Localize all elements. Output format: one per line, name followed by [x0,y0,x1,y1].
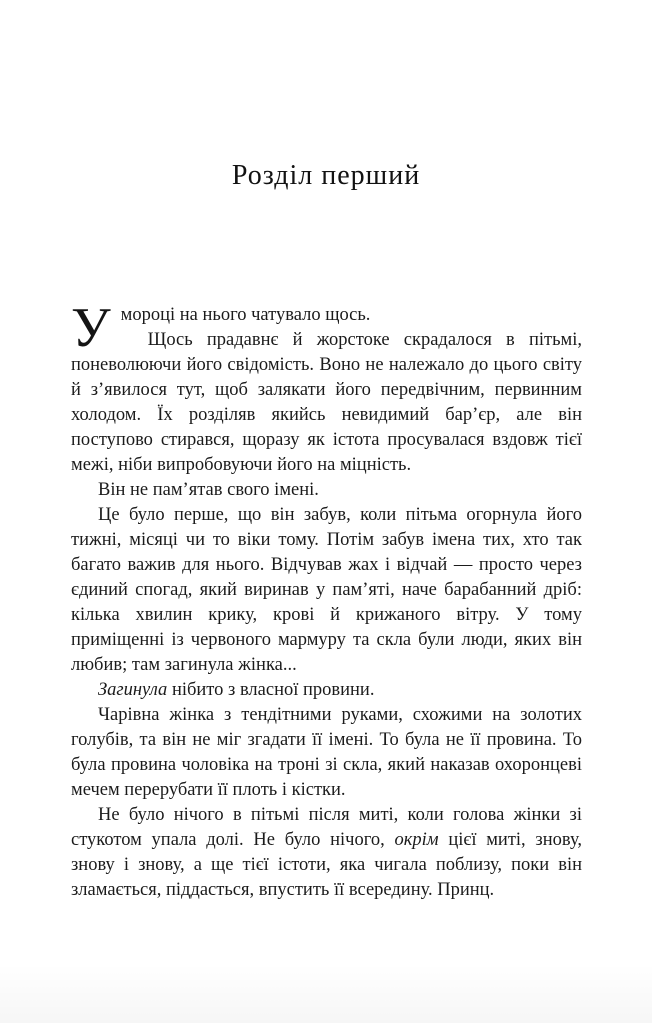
opening-paragraph-group [71,297,582,478]
paragraph-7-start: Не було нічого в пітьмі після миті, коли голова жінки зі стукотом упала долі. Не було нічого, [71,805,582,850]
paragraph-5-rest: нібито з власної провини. [167,680,375,700]
paragraph-5 [71,678,582,703]
paragraph-7-end: цієї миті, знову, знову і знову, а ще тієї істоти, яка чигала поблизу, поки він зламається, піддасться, впустить її всередину. Принц. [71,830,583,900]
paragraph-7 [71,803,582,903]
drop-cap: У [71,297,111,359]
page-bottom-shade [0,963,652,1023]
paragraph-1: мороці на нього чатувало щось. [120,305,371,325]
paragraph-6: Чарівна жінка з тендітними руками, схожими на золотих голубів, та він не міг згадати її імені. То була не її провина. То була провина чоловіка на троні зі скла, який наказав охоронцеві мечем перерубати її плоть і кістки. [71,705,582,800]
paragraph-5-italic-lead: Загинула [98,680,168,700]
paragraph-7-italic-word: окрім [394,830,439,850]
paragraph-4: Це було перше, що він забув, коли пітьма огорнула його тижні, місяці чи то віки тому. Потім забув імена тих, хто так багато важив для нього. Відчував жах і відчай — просто через єдиний спогад, який виринав у пам’яті, наче барабанний дріб: кілька хвилин крику, крові й крижаного вітру. У тому приміщенні із червоного мармуру та скла були люди, яких він любив; там загинула жінка... [71,505,582,675]
paragraph-3: Він не пам’ятав свого імені. [98,480,319,500]
chapter-heading: Розділ перший [231,160,421,191]
paragraph-2: Щось прадавнє й жорстоке скрадалося в пітьмі, поневолюючи його свідомість. Воно не належало до цього світу й з’явилося тут, щоб залякати його передвічним, первинним холодом. Їх розділяв якийсь невидимий бар’єр, але він поступово стирався, щоразу як істота просувалася вздовж тієї межі, ніби випробовуючи його на міцність. [71,330,582,475]
body-text [71,297,583,903]
